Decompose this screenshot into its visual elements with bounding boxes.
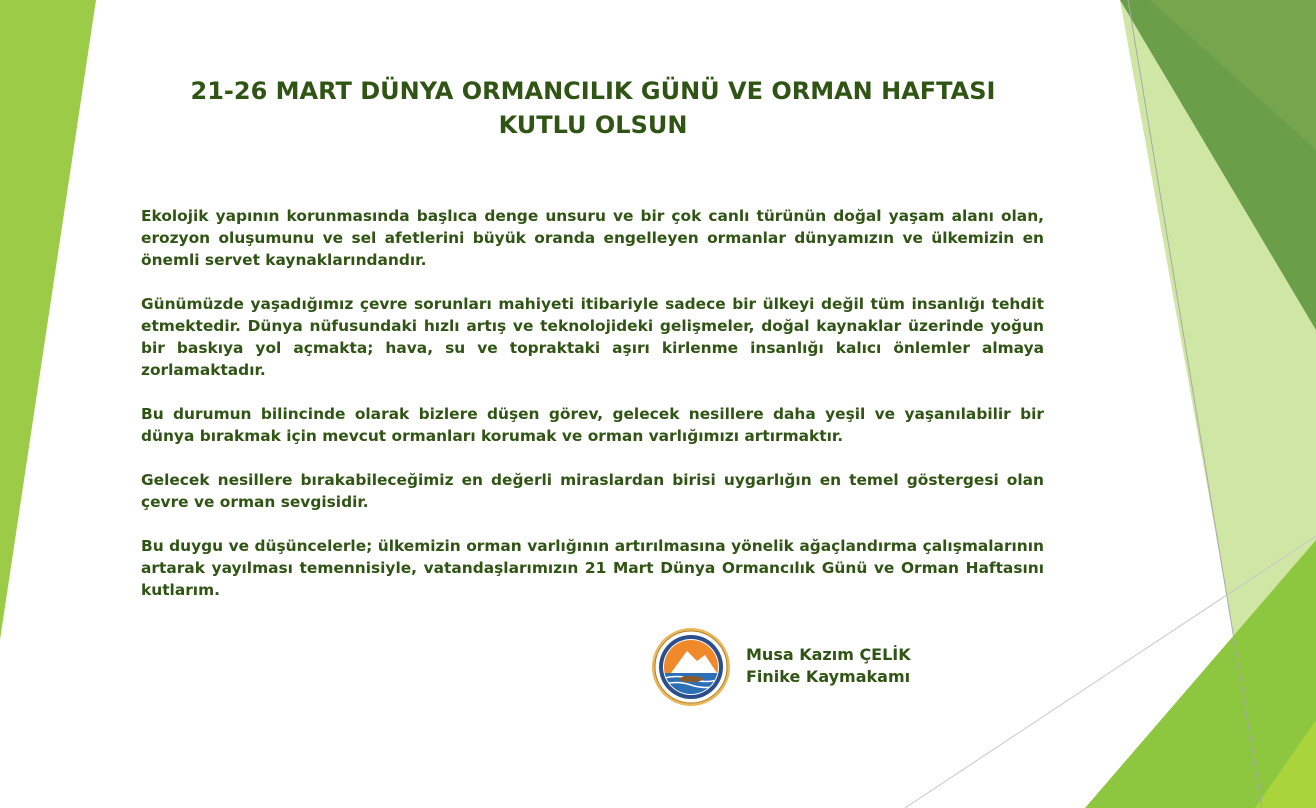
page-title [180,74,1006,142]
paragraph: Gelecek nesillere bırakabileceğimiz en değerli miraslardan birisi uygarlığın en temel göstergesi olan çevre ve orman sevgisidir. [141,471,1044,511]
paragraph: Günümüzde yaşadığımız çevre sorunları mahiyeti itibariyle sadece bir ülkeyi değil tüm insanlığı tehdit etmektedir. Dünya nüfusundaki hızlı artış ve teknolojideki gelişmeler, doğal kaynaklar üzerinde yoğun bir baskıya yol açmakta; hava, su ve topraktaki aşırı kirlenme insanlığı kalıcı önlemler almaya zorlamaktadır. [141,295,1044,379]
finike-kaymakamligi-seal-icon [651,627,731,707]
title-line-2: KUTLU OLSUN [498,111,688,139]
paragraph: Bu durumun bilincinde olarak bizlere düşen görev, gelecek nesillere daha yeşil ve yaşanılabilir bir dünya bırakmak için mevcut ormanları korumak ve orman varlığımızı artırmaktır. [141,405,1044,445]
message-body [141,205,1044,623]
signatory-name: Musa Kazım ÇELİK [746,645,911,664]
signature-block [746,644,911,688]
paragraph: Ekolojik yapının korunmasında başlıca denge unsuru ve bir çok canlı türünün doğal yaşam alanı olan, erozyon oluşumunu ve sel afetlerini büyük oranda engelleyen ormanlar dünyamızın ve ülkemizin en önemli servet kaynaklarındandır. [141,207,1044,269]
paragraph: Bu duygu ve düşüncelerle; ülkemizin orman varlığının artırılmasına yönelik ağaçlandırma çalışmalarının artarak yayılması temennisiyle, vatandaşlarımızın 21 Mart Dünya Ormancılık Günü ve Orman Haftasını kutlarım. [141,537,1044,599]
title-line-1: 21-26 MART DÜNYA ORMANCILIK GÜNÜ VE ORMAN HAFTASI [190,77,996,105]
left-green-wedge [0,0,96,640]
signatory-title: Finike Kaymakamı [746,667,911,686]
